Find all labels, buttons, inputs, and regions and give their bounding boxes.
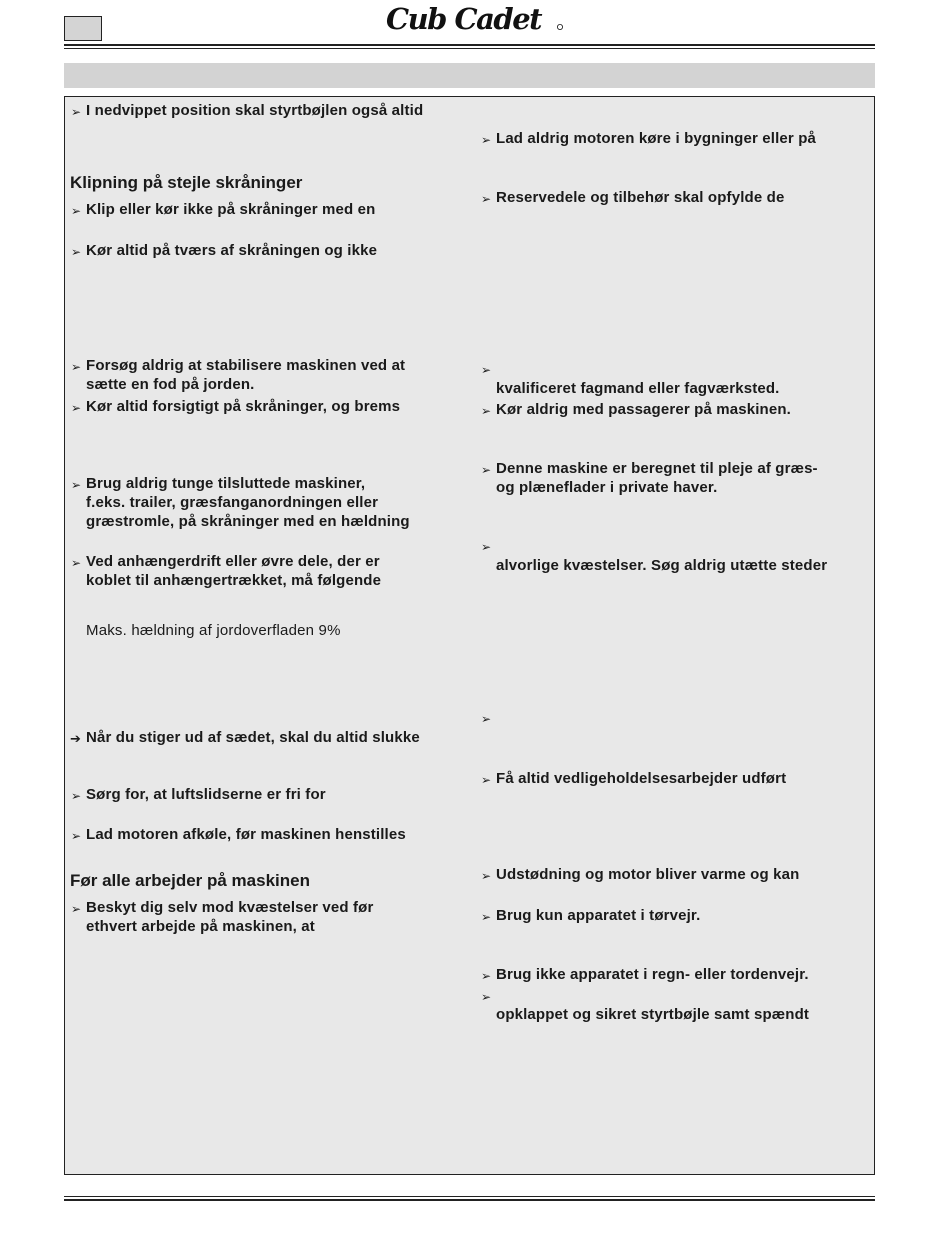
bullet-icon: ➢ bbox=[71, 245, 82, 259]
rollbar-text: opklappet og sikret styrtbøjle samt spændt bbox=[496, 1006, 810, 1023]
bullet-icon: ➢ bbox=[481, 712, 492, 726]
content-panel bbox=[64, 96, 875, 1175]
cub-cadet-logo bbox=[384, 2, 574, 36]
rollbar-lowered-text: I nedvippet position skal styrtbøjlen også altid bbox=[86, 102, 424, 119]
page-number-box bbox=[64, 16, 102, 41]
cool-engine-text: Lad motoren afkøle, før maskinen henstilles bbox=[86, 826, 406, 843]
injuries-text: alvorlige kvæstelser. Søg aldrig utætte steder bbox=[496, 557, 828, 574]
slope-rule-2: Kør altid på tværs af skråningen og ikke bbox=[86, 242, 378, 259]
bullet-icon: ➢ bbox=[71, 556, 82, 570]
purpose-line1: Denne maskine er beregnet til pleje af græs- bbox=[496, 460, 818, 477]
bullet-icon: ➢ bbox=[71, 105, 82, 119]
work-rule-1-line1: Beskyt dig selv mod kvæstelser ved før bbox=[86, 899, 374, 916]
slope-rule-6-line1: Ved anhængerdrift eller øvre dele, der er bbox=[86, 553, 380, 570]
no-rain-text: Brug ikke apparatet i regn- eller tordenvejr. bbox=[496, 966, 809, 983]
slope-rule-3-line2: sætte en fod på jorden. bbox=[86, 376, 255, 393]
bullet-icon: ➢ bbox=[71, 204, 82, 218]
dry-weather-text: Brug kun apparatet i tørvejr. bbox=[496, 907, 701, 924]
exhaust-text: Udstødning og motor bliver varme og kan bbox=[496, 866, 800, 883]
bullet-icon: ➢ bbox=[481, 910, 492, 924]
header-rule-top bbox=[64, 44, 875, 46]
slope-rule-3-line1: Forsøg aldrig at stabilisere maskinen ved at bbox=[86, 357, 406, 374]
work-rule-1-line2: ethvert arbejde på maskinen, at bbox=[86, 918, 315, 935]
buildings-text: Lad aldrig motoren køre i bygninger eller på bbox=[496, 130, 816, 147]
bullet-icon: ➢ bbox=[481, 969, 492, 983]
bullet-icon: ➢ bbox=[481, 869, 492, 883]
max-slope-note: Maks. hældning af jordoverfladen 9% bbox=[86, 622, 341, 639]
maintenance-text: Få altid vedligeholdelsesarbejder udført bbox=[496, 770, 787, 787]
section-title-band bbox=[64, 63, 875, 88]
spare-parts-text: Reservedele og tilbehør skal opfylde de bbox=[496, 189, 785, 206]
bullet-icon: ➢ bbox=[71, 401, 82, 415]
heading-before-work: Før alle arbejder på maskinen bbox=[70, 871, 310, 890]
bullet-icon: ➢ bbox=[71, 360, 82, 374]
bullet-icon: ➢ bbox=[481, 773, 492, 787]
slope-rule-5-line1: Brug aldrig tunge tilsluttede maskiner, bbox=[86, 475, 366, 492]
slope-rule-5-line3: græstromle, på skråninger med en hældning bbox=[86, 513, 410, 530]
bullet-icon: ➢ bbox=[481, 540, 492, 554]
bullet-icon: ➢ bbox=[71, 829, 82, 843]
air-slots-text: Sørg for, at luftslidserne er fri for bbox=[86, 786, 326, 803]
logo-wordmark: Cub Cadet bbox=[386, 2, 542, 36]
bullet-icon: ➢ bbox=[481, 463, 492, 477]
leave-seat-text: Når du stiger ud af sædet, skal du altid slukke bbox=[86, 729, 420, 746]
footer-rule-bottom bbox=[64, 1199, 875, 1201]
bullet-icon: ➢ bbox=[71, 902, 82, 916]
header-rule-bottom bbox=[64, 48, 875, 49]
bullet-icon: ➢ bbox=[71, 789, 82, 803]
purpose-line2: og plæneflader i private haver. bbox=[496, 479, 718, 496]
arrow-right-icon: ➔ bbox=[70, 731, 81, 746]
bullet-icon: ➢ bbox=[481, 990, 492, 1004]
slope-rule-6-line2: koblet til anhængertrækket, må følgende bbox=[86, 572, 382, 589]
slope-rule-1: Klip eller kør ikke på skråninger med en bbox=[86, 201, 376, 218]
footer-rule-top bbox=[64, 1196, 875, 1197]
heading-steep-slopes: Klipning på stejle skråninger bbox=[70, 173, 303, 192]
bullet-icon: ➢ bbox=[481, 404, 492, 418]
bullet-icon: ➢ bbox=[481, 363, 492, 377]
passengers-text: Kør aldrig med passagerer på maskinen. bbox=[496, 401, 791, 418]
slope-rule-4: Kør altid forsigtigt på skråninger, og brems bbox=[86, 398, 401, 415]
bullet-icon: ➢ bbox=[71, 478, 82, 492]
bullet-icon: ➢ bbox=[481, 133, 492, 147]
slope-rule-5-line2: f.eks. trailer, græsfanganordningen eller bbox=[86, 494, 379, 511]
bullet-icon: ➢ bbox=[481, 192, 492, 206]
qualified-text: kvalificeret fagmand eller fagværksted. bbox=[496, 380, 780, 397]
